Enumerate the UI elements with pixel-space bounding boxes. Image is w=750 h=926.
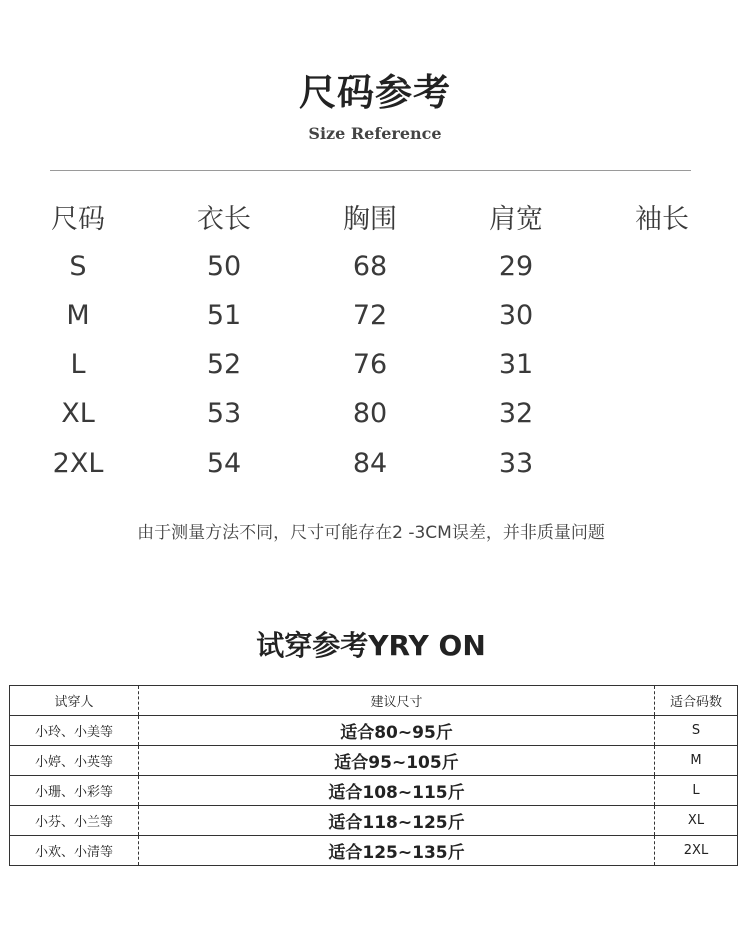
suggestion-cell: 适合95~105斤	[139, 746, 655, 776]
table-row	[5, 291, 735, 340]
column-header-shoulder: 肩宽	[489, 203, 543, 235]
column-header-sleeve: 袖长	[635, 203, 689, 235]
wearer-cell: 小珊、小彩等	[10, 776, 139, 806]
fit-size-cell: M	[655, 746, 738, 776]
wearer-cell: 小欢、小清等	[10, 836, 139, 866]
table-row	[10, 806, 738, 836]
column-header-suggestion: 建议尺寸	[139, 686, 655, 716]
length-cell: 53	[206, 398, 242, 429]
length-cell: 52	[206, 349, 242, 380]
table-row	[10, 746, 738, 776]
column-header-wearer: 试穿人	[10, 686, 139, 716]
size-table	[5, 190, 735, 488]
shoulder-cell: 31	[498, 349, 534, 380]
wearer-cell: 小婷、小英等	[10, 746, 139, 776]
suggestion-cell: 适合125~135斤	[139, 836, 655, 866]
table-row	[10, 716, 738, 746]
table-row	[10, 776, 738, 806]
tryon-title: 试穿参考YRY ON	[256, 629, 486, 662]
suggestion-cell: 适合108~115斤	[139, 776, 655, 806]
fit-size-cell: XL	[655, 806, 738, 836]
table-row	[5, 389, 735, 438]
chest-cell: 68	[352, 251, 388, 282]
column-header-size: 尺码	[51, 203, 105, 235]
fit-size-cell: S	[655, 716, 738, 746]
chest-cell: 76	[352, 349, 388, 380]
size-cell: XL	[61, 398, 95, 429]
shoulder-cell: 33	[498, 447, 534, 479]
wearer-cell: 小芬、小兰等	[10, 806, 139, 836]
column-header-chest: 胸围	[343, 203, 397, 235]
sleeve-cell	[589, 291, 735, 340]
sleeve-cell	[589, 438, 735, 488]
table-row	[10, 836, 738, 866]
length-cell: 51	[206, 300, 242, 331]
size-cell: L	[70, 349, 86, 380]
tryon-table	[9, 685, 738, 866]
size-cell: M	[66, 300, 90, 331]
shoulder-cell: 32	[498, 398, 534, 429]
shoulder-cell: 30	[498, 300, 534, 331]
chest-cell: 72	[352, 300, 388, 331]
suggestion-cell: 适合80~95斤	[139, 716, 655, 746]
length-cell: 50	[206, 251, 242, 282]
column-header-length: 衣长	[197, 203, 251, 235]
column-header-fit-size: 适合码数	[655, 686, 738, 716]
table-row	[5, 242, 735, 291]
wearer-cell: 小玲、小美等	[10, 716, 139, 746]
shoulder-cell: 29	[498, 251, 534, 282]
size-cell: 2XL	[52, 447, 104, 479]
sleeve-cell	[589, 389, 735, 438]
fit-size-cell: L	[655, 776, 738, 806]
suggestion-cell: 适合118~125斤	[139, 806, 655, 836]
sleeve-cell	[589, 340, 735, 389]
page-subtitle: Size Reference	[308, 124, 442, 143]
tryon-table-header	[10, 686, 738, 716]
chest-cell: 80	[352, 398, 388, 429]
page-title: 尺码参考	[299, 71, 451, 114]
length-cell: 54	[206, 447, 242, 479]
size-table-header	[5, 190, 735, 242]
fit-size-cell: 2XL	[655, 836, 738, 866]
table-row	[5, 438, 735, 488]
size-cell: S	[69, 251, 87, 282]
table-row	[5, 340, 735, 389]
title-divider	[50, 170, 691, 171]
measurement-note: 由于测量方法不同，尺寸可能存在2 -3CM误差，并非质量问题	[137, 523, 605, 543]
sleeve-cell	[589, 242, 735, 291]
chest-cell: 84	[352, 447, 388, 479]
